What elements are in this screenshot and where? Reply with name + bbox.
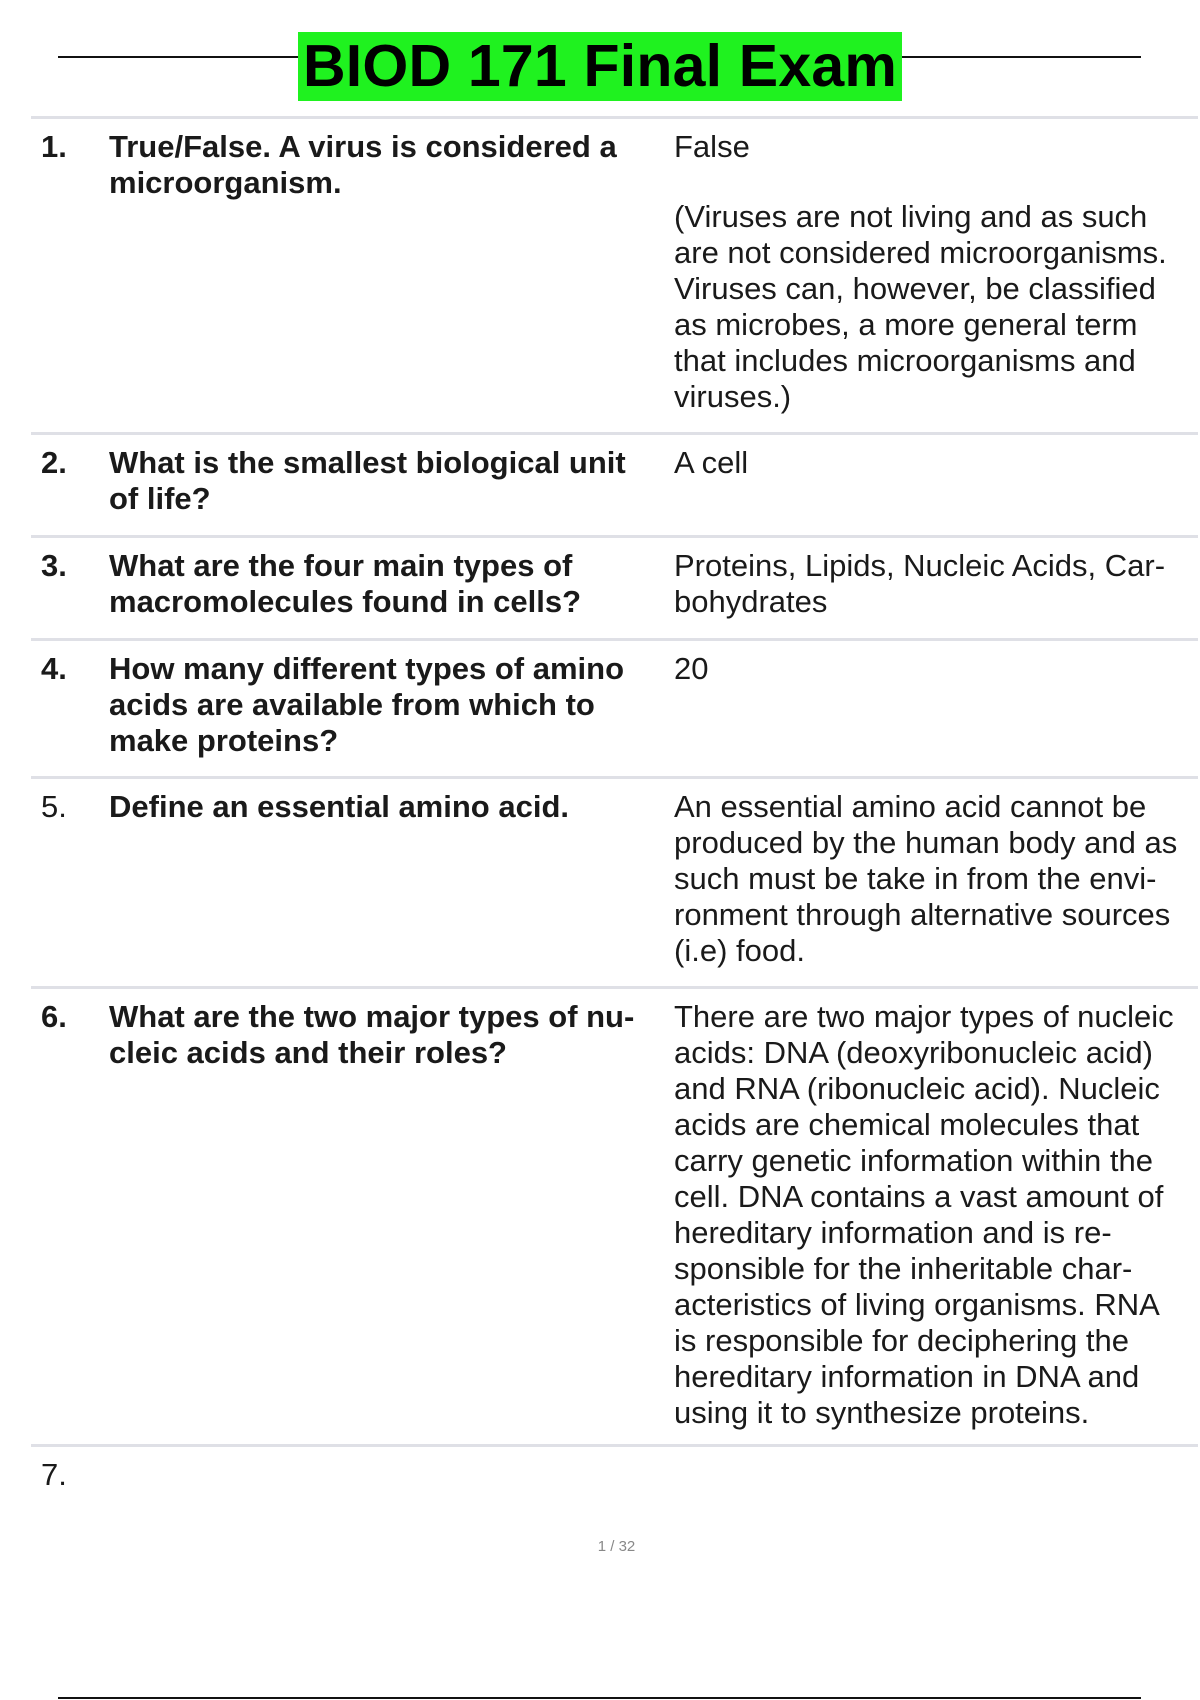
question-text: How many different types of amino acids are available from which to make proteins? xyxy=(109,651,625,758)
question-text: Define an essential amino acid. xyxy=(109,789,569,824)
question-number: 7. xyxy=(41,1457,67,1492)
question-number: 5. xyxy=(41,789,67,824)
question-number: 2. xyxy=(41,445,67,480)
page-title: BIOD 171 Final Exam xyxy=(298,32,902,101)
answer-text: A cell xyxy=(674,445,749,480)
question-number: 1. xyxy=(41,129,67,164)
question-text: What are the four main types of macromolecules found in cells? xyxy=(109,548,582,619)
bottom-rule xyxy=(58,1697,1141,1699)
answer-note: (Viruses are not living and as such are not considered microorganisms. Viruses can, however, be classified as microbes, a more general term that includes microorganisms and viruses.) xyxy=(674,199,1167,414)
question-text: What are the two major types of nu- cleic acids and their roles? xyxy=(109,999,635,1070)
qa-row-3 xyxy=(31,535,1198,638)
qa-row-1 xyxy=(31,116,1198,432)
question-text: True/False. A virus is considered a microorganism. xyxy=(109,129,617,200)
page-indicator: 1 / 32 xyxy=(597,1538,636,1555)
qa-row-7 xyxy=(31,1444,1198,1504)
question-number: 6. xyxy=(41,999,67,1034)
qa-list xyxy=(31,116,1198,1504)
question-number: 3. xyxy=(41,548,67,583)
answer-text: There are two major types of nucleic acids: DNA (deoxyribonucleic acid) and RNA (ribonucleic acid). Nucleic acids are chemical molecules that carry genetic information within the cell. DNA contains a vast amount of hereditary information and is re- sponsible for the inheritable char- acteristics of living organisms. RNA is responsible for deciphering the hereditary information in DNA and using it to synthesize proteins. xyxy=(674,999,1174,1430)
answer-text: Proteins, Lipids, Nucleic Acids, Car- bohydrates xyxy=(674,548,1166,619)
title-block xyxy=(58,30,1141,102)
answer-main: False xyxy=(674,129,750,164)
answer-text: 20 xyxy=(674,651,709,686)
answer-text xyxy=(674,129,1189,415)
qa-row-2 xyxy=(31,432,1198,535)
question-number: 4. xyxy=(41,651,67,686)
qa-row-5 xyxy=(31,776,1198,986)
answer-text: An essential amino acid cannot be produced by the human body and as such must be take in from the envi- ronment through alternative sources (i.e) food. xyxy=(674,789,1178,968)
qa-row-4 xyxy=(31,638,1198,776)
qa-row-6 xyxy=(31,986,1198,1444)
question-text: What is the smallest biological unit of life? xyxy=(109,445,626,516)
